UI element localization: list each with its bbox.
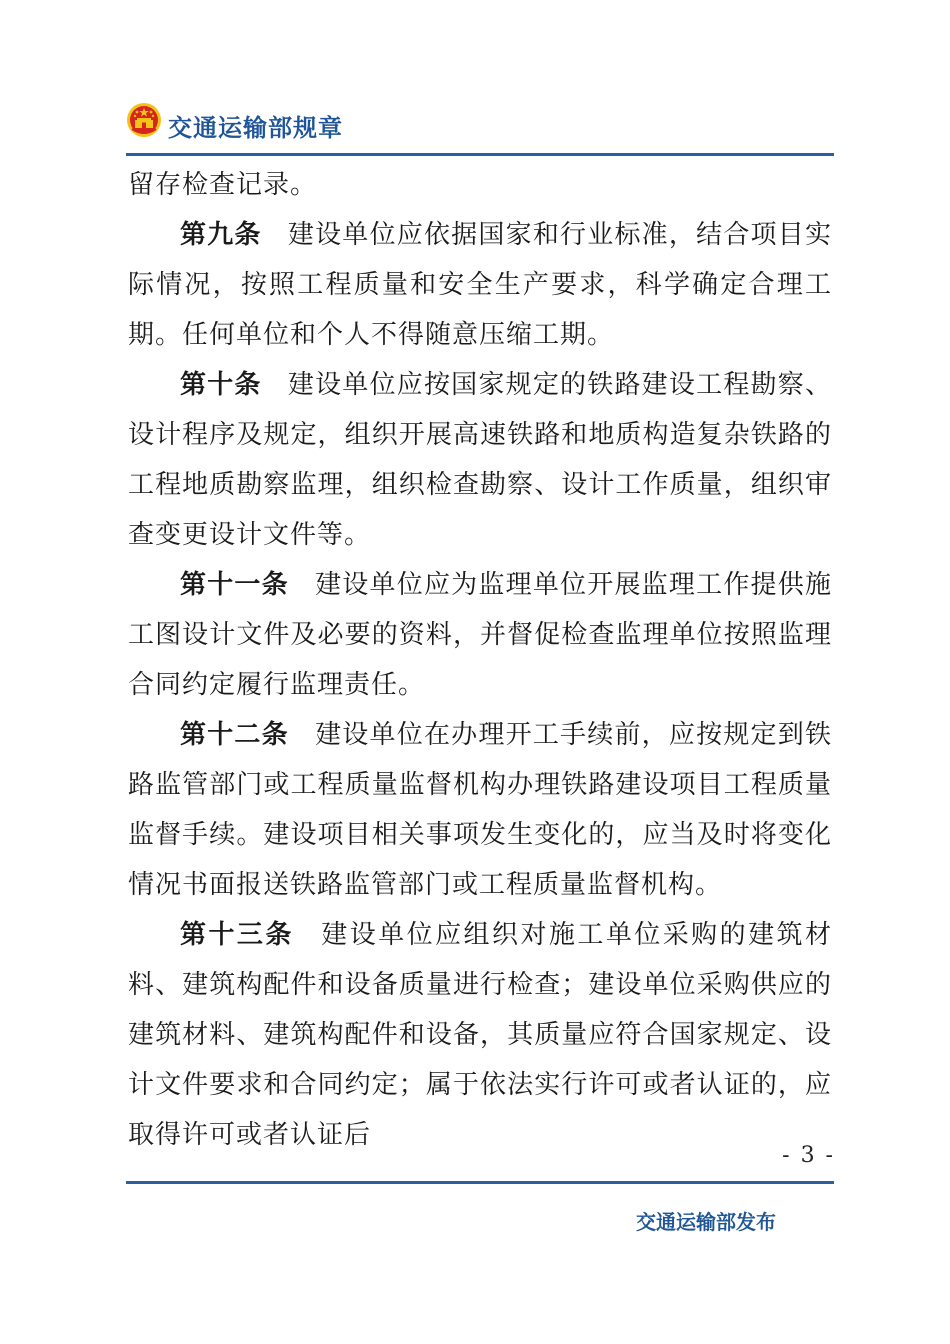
header-title: 交通运输部规章 — [168, 114, 343, 142]
document-body — [128, 160, 832, 1160]
national-emblem-icon — [126, 102, 162, 138]
article-number: 第九条 — [180, 220, 262, 250]
article-text: 建设单位应为监理单位开展监理工作提供施工图设计文件及必要的资料，并督促检查监理单位按照监理合同约定履行监理责任。 — [128, 570, 832, 700]
header-divider — [126, 153, 834, 156]
publisher-footer: 交通运输部发布 — [636, 1210, 776, 1234]
article-paragraph — [128, 360, 832, 560]
article-number: 第十条 — [180, 370, 262, 400]
article-text: 建设单位应按国家规定的铁路建设工程勘察、设计程序及规定，组织开展高速铁路和地质构造复杂铁路的工程地质勘察监理，组织检查勘察、设计工作质量，组织审查变更设计文件等。 — [128, 370, 832, 550]
footer-divider — [126, 1181, 834, 1184]
continuation-paragraph: 留存检查记录。 — [128, 170, 318, 200]
article-number: 第十一条 — [180, 570, 289, 600]
article-paragraph — [128, 560, 832, 710]
article-paragraph — [128, 710, 832, 910]
article-number: 第十二条 — [180, 720, 289, 750]
article-number: 第十三条 — [180, 920, 294, 950]
article-text: 建设单位应依据国家和行业标准，结合项目实际情况，按照工程质量和安全生产要求，科学确定合理工期。任何单位和个人不得随意压缩工期。 — [128, 220, 832, 350]
article-text: 建设单位在办理开工手续前，应按规定到铁路监管部门或工程质量监督机构办理铁路建设项目工程质量监督手续。建设项目相关事项发生变化的，应当及时将变化情况书面报送铁路监管部门或工程质量监督机构。 — [128, 720, 832, 900]
page-number: - 3 - — [782, 1143, 835, 1168]
page-header — [126, 100, 834, 150]
article-paragraph — [128, 910, 832, 1160]
article-text: 建设单位应组织对施工单位采购的建筑材料、建筑构配件和设备质量进行检查；建设单位采购供应的建筑材料、建筑构配件和设备，其质量应符合国家规定、设计文件要求和合同约定；属于依法实行许可或者认证的，应取得许可或者认证后 — [128, 920, 832, 1150]
article-paragraph — [128, 210, 832, 360]
